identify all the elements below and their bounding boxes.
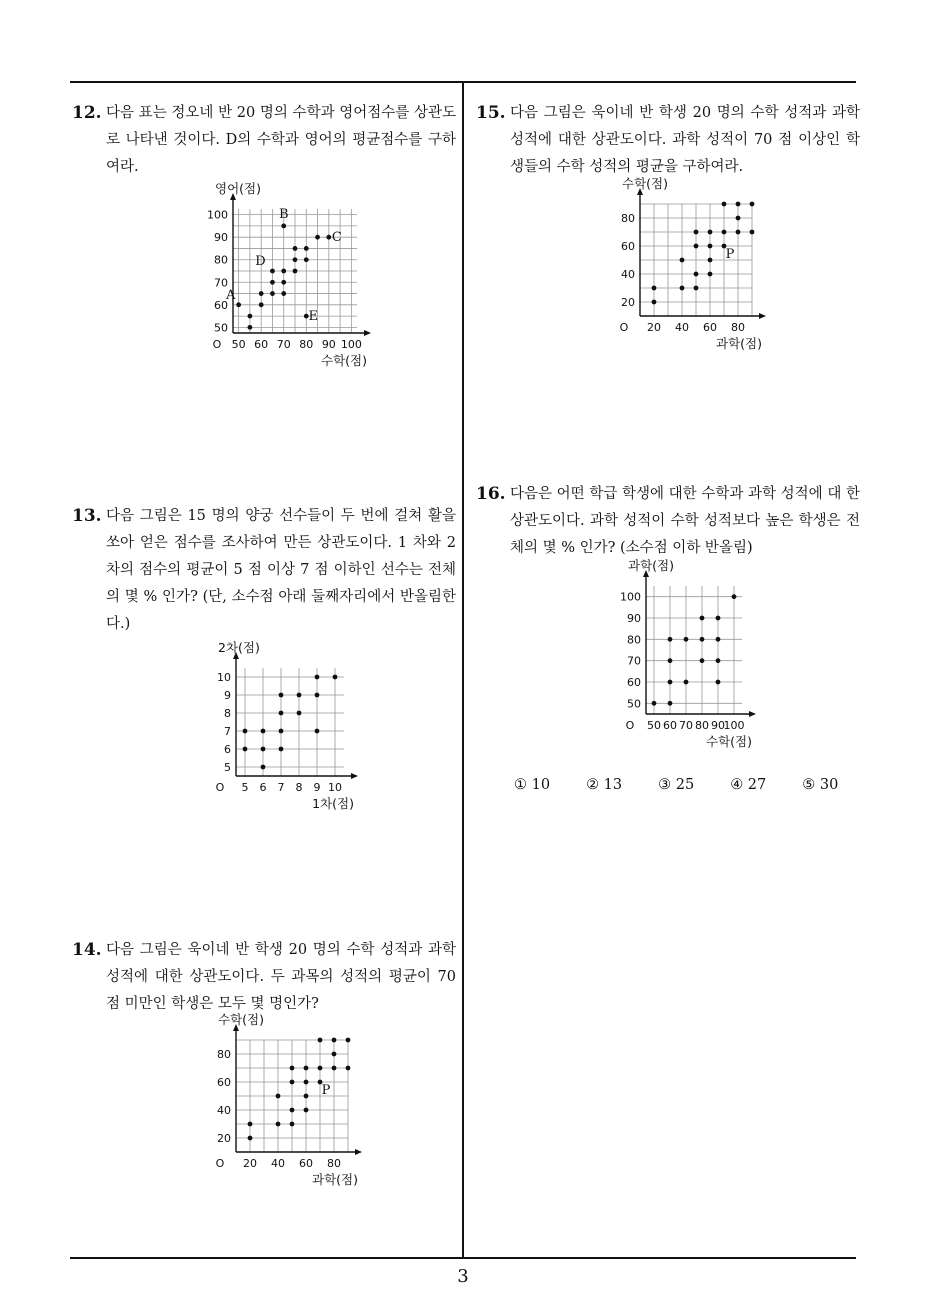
data-point bbox=[680, 286, 685, 291]
data-point bbox=[290, 1122, 295, 1127]
data-point bbox=[290, 1066, 295, 1071]
grid bbox=[640, 204, 752, 316]
y-tick-label: 50 bbox=[214, 321, 228, 335]
problem-text: 다음 그림은 욱이네 반 학생 20 명의 수학 성적과 과학 성적에 대한 상관도이다. 과학 성적이 70 점 이상인 학생들의 수학 성적의 평균을 구하여라. bbox=[510, 105, 860, 175]
data-point bbox=[684, 680, 689, 685]
data-point bbox=[708, 230, 713, 235]
y-tick-label: 70 bbox=[214, 276, 228, 290]
y-tick-label: 9 bbox=[224, 689, 231, 702]
page-number: 3 bbox=[457, 1266, 469, 1287]
data-point bbox=[750, 230, 755, 235]
data-point bbox=[668, 637, 673, 642]
data-point bbox=[293, 257, 298, 262]
grid bbox=[646, 586, 742, 714]
data-point bbox=[236, 302, 241, 307]
data-point bbox=[297, 711, 302, 716]
x-tick-label: 20 bbox=[647, 321, 661, 334]
x-tick-label: 7 bbox=[277, 781, 285, 794]
data-point bbox=[318, 1038, 323, 1043]
problem-number: 12. bbox=[72, 103, 102, 123]
y-tick-label: 60 bbox=[214, 298, 228, 312]
origin-label: O bbox=[215, 1157, 225, 1170]
x-axis-label: 과학(점) bbox=[716, 336, 762, 351]
x-tick-label: 80 bbox=[299, 338, 314, 351]
data-point bbox=[270, 280, 275, 285]
y-tick-label: 20 bbox=[621, 296, 635, 309]
problem-16 bbox=[476, 481, 860, 562]
scatter-plot-16 bbox=[600, 558, 790, 749]
point-label: P bbox=[321, 1083, 331, 1098]
data-point bbox=[332, 1066, 337, 1071]
x-tick-label: 40 bbox=[675, 321, 689, 334]
data-point bbox=[668, 658, 673, 663]
y-tick-label: 40 bbox=[217, 1104, 231, 1117]
data-point bbox=[261, 747, 266, 752]
y-tick-label: 50 bbox=[627, 697, 641, 711]
problem-13 bbox=[72, 503, 456, 638]
scatter-plot-13 bbox=[190, 640, 380, 810]
data-point bbox=[243, 729, 248, 734]
data-point bbox=[304, 246, 309, 251]
data-point bbox=[261, 765, 266, 770]
x-axis-arrow bbox=[759, 313, 766, 319]
x-tick-label: 6 bbox=[259, 781, 267, 794]
data-point bbox=[716, 680, 721, 685]
data-point bbox=[261, 729, 266, 734]
y-tick-label: 10 bbox=[217, 671, 231, 684]
data-point bbox=[281, 291, 286, 296]
x-axis-arrow bbox=[364, 330, 371, 336]
point-label: P bbox=[725, 247, 735, 262]
x-tick-label: 80 bbox=[695, 719, 709, 732]
x-tick-label: 80 bbox=[327, 1157, 341, 1170]
data-point bbox=[346, 1038, 351, 1043]
y-axis-label: 2차(점) bbox=[218, 640, 260, 655]
data-point bbox=[652, 701, 657, 706]
data-point bbox=[716, 637, 721, 642]
data-point bbox=[652, 286, 657, 291]
origin-label: O bbox=[215, 781, 225, 794]
data-point bbox=[708, 272, 713, 277]
y-axis-label: 수학(점) bbox=[622, 176, 668, 191]
data-point bbox=[293, 269, 298, 274]
data-point bbox=[722, 202, 727, 207]
data-point bbox=[333, 675, 338, 680]
y-tick-label: 70 bbox=[627, 654, 641, 668]
data-point bbox=[270, 269, 275, 274]
data-point bbox=[315, 235, 320, 240]
x-axis-label: 수학(점) bbox=[321, 353, 367, 368]
y-tick-label: 6 bbox=[224, 743, 231, 756]
x-tick-label: 5 bbox=[241, 781, 249, 794]
y-tick-label: 60 bbox=[627, 676, 641, 689]
x-axis-label: 1차(점) bbox=[312, 796, 354, 811]
choice-1[interactable]: ① 10 bbox=[514, 777, 551, 793]
problem-text: 다음 그림은 욱이네 반 학생 20 명의 수학 성적과 과학 성적에 대한 상관도이다. 두 과목의 성적의 평균이 70 점 미만인 학생은 모두 몇 명인가? bbox=[106, 942, 456, 1012]
y-tick-label: 80 bbox=[627, 633, 641, 647]
data-point bbox=[259, 302, 264, 307]
data-point bbox=[279, 747, 284, 752]
x-tick-label: 20 bbox=[243, 1157, 257, 1170]
x-axis-arrow bbox=[351, 773, 358, 779]
data-point bbox=[680, 258, 685, 263]
x-tick-label: 40 bbox=[271, 1157, 285, 1170]
x-tick-label: 50 bbox=[647, 719, 661, 732]
data-point bbox=[332, 1038, 337, 1043]
data-point bbox=[694, 286, 699, 291]
data-point bbox=[315, 729, 320, 734]
data-point bbox=[722, 230, 727, 235]
data-point bbox=[694, 244, 699, 249]
data-point bbox=[716, 658, 721, 663]
choice-3[interactable]: ③ 25 bbox=[658, 777, 695, 793]
x-axis-label: 과학(점) bbox=[312, 1172, 358, 1187]
data-point bbox=[304, 1066, 309, 1071]
y-tick-label: 100 bbox=[620, 590, 641, 604]
problem-text: 다음 그림은 15 명의 양궁 선수들이 두 번에 걸쳐 활을 쏘아 얻은 점수를 조사하여 만든 상관도이다. 1 차와 2 차의 점수의 평균이 5 점 이상 7 점 이하인 선수는 전체의 몇 % 인가? (단, 소수점 아래 둘째자리에서 반올림한다.) bbox=[106, 508, 456, 632]
data-point bbox=[290, 1108, 295, 1113]
x-tick-label: 9 bbox=[313, 781, 321, 794]
data-point bbox=[736, 230, 741, 235]
data-point bbox=[694, 272, 699, 277]
choice-2[interactable]: ② 13 bbox=[586, 777, 623, 793]
point-label: A bbox=[225, 287, 236, 303]
origin-label: O bbox=[619, 321, 629, 334]
data-point bbox=[304, 257, 309, 262]
data-point bbox=[297, 693, 302, 698]
data-point bbox=[270, 291, 275, 296]
y-tick-label: 90 bbox=[214, 231, 228, 245]
scatter-plot-14 bbox=[190, 1012, 380, 1190]
data-point bbox=[315, 675, 320, 680]
data-point bbox=[750, 202, 755, 207]
x-tick-label: 70 bbox=[679, 719, 693, 732]
data-point bbox=[736, 202, 741, 207]
x-axis-arrow bbox=[749, 711, 756, 717]
column-divider bbox=[462, 81, 464, 1259]
y-tick-label: 60 bbox=[621, 240, 635, 253]
y-tick-label: 5 bbox=[224, 761, 231, 774]
data-point bbox=[290, 1080, 295, 1085]
data-point bbox=[276, 1094, 281, 1099]
y-tick-label: 8 bbox=[224, 707, 231, 720]
data-point bbox=[293, 246, 298, 251]
x-tick-label: 100 bbox=[340, 338, 362, 351]
problem-number: 14. bbox=[72, 940, 102, 960]
problem-14 bbox=[72, 937, 456, 1018]
data-point bbox=[248, 325, 253, 330]
x-tick-label: 100 bbox=[723, 719, 745, 732]
x-tick-label: 60 bbox=[254, 338, 269, 351]
scatter-plot-12 bbox=[175, 181, 390, 375]
data-point bbox=[279, 729, 284, 734]
data-point bbox=[304, 1094, 309, 1099]
x-tick-label: 90 bbox=[321, 338, 336, 351]
data-point bbox=[248, 1122, 253, 1127]
x-tick-label: 60 bbox=[299, 1157, 313, 1170]
data-point bbox=[243, 747, 248, 752]
x-tick-label: 60 bbox=[703, 321, 717, 334]
data-point bbox=[304, 1080, 309, 1085]
problem-number: 15. bbox=[476, 103, 506, 123]
choice-4[interactable]: ④ 27 bbox=[730, 777, 767, 793]
grid bbox=[236, 668, 344, 776]
data-point bbox=[326, 235, 331, 240]
y-tick-label: 20 bbox=[217, 1132, 231, 1145]
data-point bbox=[708, 244, 713, 249]
choice-5[interactable]: ⑤ 30 bbox=[802, 777, 839, 793]
point-label: D bbox=[255, 254, 266, 269]
y-tick-label: 40 bbox=[621, 268, 635, 281]
bottom-rule bbox=[70, 1257, 856, 1259]
answer-choices bbox=[514, 777, 874, 793]
x-tick-label: 50 bbox=[231, 338, 246, 351]
data-point bbox=[700, 616, 705, 621]
data-point bbox=[248, 1136, 253, 1141]
y-axis-label: 수학(점) bbox=[218, 1012, 264, 1027]
point-label: E bbox=[308, 309, 319, 325]
problem-15 bbox=[476, 100, 860, 181]
data-point bbox=[281, 224, 286, 229]
data-point bbox=[281, 269, 286, 274]
y-axis-label: 영어(점) bbox=[215, 181, 261, 196]
y-tick-label: 7 bbox=[224, 725, 231, 738]
x-tick-label: 10 bbox=[328, 781, 342, 794]
data-point bbox=[279, 711, 284, 716]
data-point bbox=[716, 616, 721, 621]
data-point bbox=[736, 216, 741, 221]
y-tick-label: 100 bbox=[207, 208, 228, 222]
data-point bbox=[700, 637, 705, 642]
origin-label: O bbox=[625, 719, 635, 732]
x-tick-label: 8 bbox=[295, 781, 303, 794]
x-tick-label: 80 bbox=[731, 321, 745, 334]
y-axis-label: 과학(점) bbox=[628, 558, 674, 573]
data-point bbox=[318, 1066, 323, 1071]
x-tick-label: 70 bbox=[276, 338, 291, 351]
x-axis-label: 수학(점) bbox=[706, 734, 752, 749]
problem-number: 16. bbox=[476, 484, 506, 504]
data-point bbox=[248, 314, 253, 319]
data-point bbox=[668, 680, 673, 685]
y-tick-label: 60 bbox=[217, 1076, 231, 1089]
x-tick-label: 60 bbox=[663, 719, 677, 732]
data-point bbox=[315, 693, 320, 698]
data-point bbox=[684, 637, 689, 642]
problem-text: 다음은 어떤 학급 학생에 대한 수학과 과학 성적에 대 한 상관도이다. 과학 성적이 수학 성적보다 높은 학생은 전체의 몇 % 인가? (소수점 이하 반올림) bbox=[510, 486, 860, 556]
y-tick-label: 90 bbox=[627, 612, 641, 625]
data-point bbox=[281, 280, 286, 285]
data-point bbox=[304, 1108, 309, 1113]
y-tick-label: 80 bbox=[214, 253, 228, 267]
problem-text: 다음 표는 정오네 반 20 명의 수학과 영어점수를 상관도로 나타낸 것이다. D의 수학과 영어의 평균점수를 구하여라. bbox=[106, 105, 456, 175]
data-point bbox=[700, 658, 705, 663]
y-tick-label: 80 bbox=[217, 1048, 231, 1061]
grid bbox=[236, 1040, 348, 1152]
problem-12 bbox=[72, 100, 456, 181]
problem-number: 13. bbox=[72, 506, 102, 526]
data-point bbox=[276, 1122, 281, 1127]
y-tick-label: 80 bbox=[621, 212, 635, 225]
data-point bbox=[332, 1052, 337, 1057]
data-point bbox=[708, 258, 713, 263]
origin-label: O bbox=[212, 338, 222, 351]
point-label: C bbox=[331, 230, 342, 246]
x-axis-arrow bbox=[355, 1149, 362, 1155]
data-point bbox=[694, 230, 699, 235]
data-point bbox=[346, 1066, 351, 1071]
x-tick-label: 90 bbox=[711, 719, 725, 732]
data-point bbox=[652, 300, 657, 305]
data-point bbox=[259, 291, 264, 296]
data-point bbox=[668, 701, 673, 706]
data-point bbox=[279, 693, 284, 698]
data-point bbox=[732, 594, 737, 599]
scatter-plot-15 bbox=[600, 176, 790, 354]
point-label: B bbox=[278, 206, 289, 222]
